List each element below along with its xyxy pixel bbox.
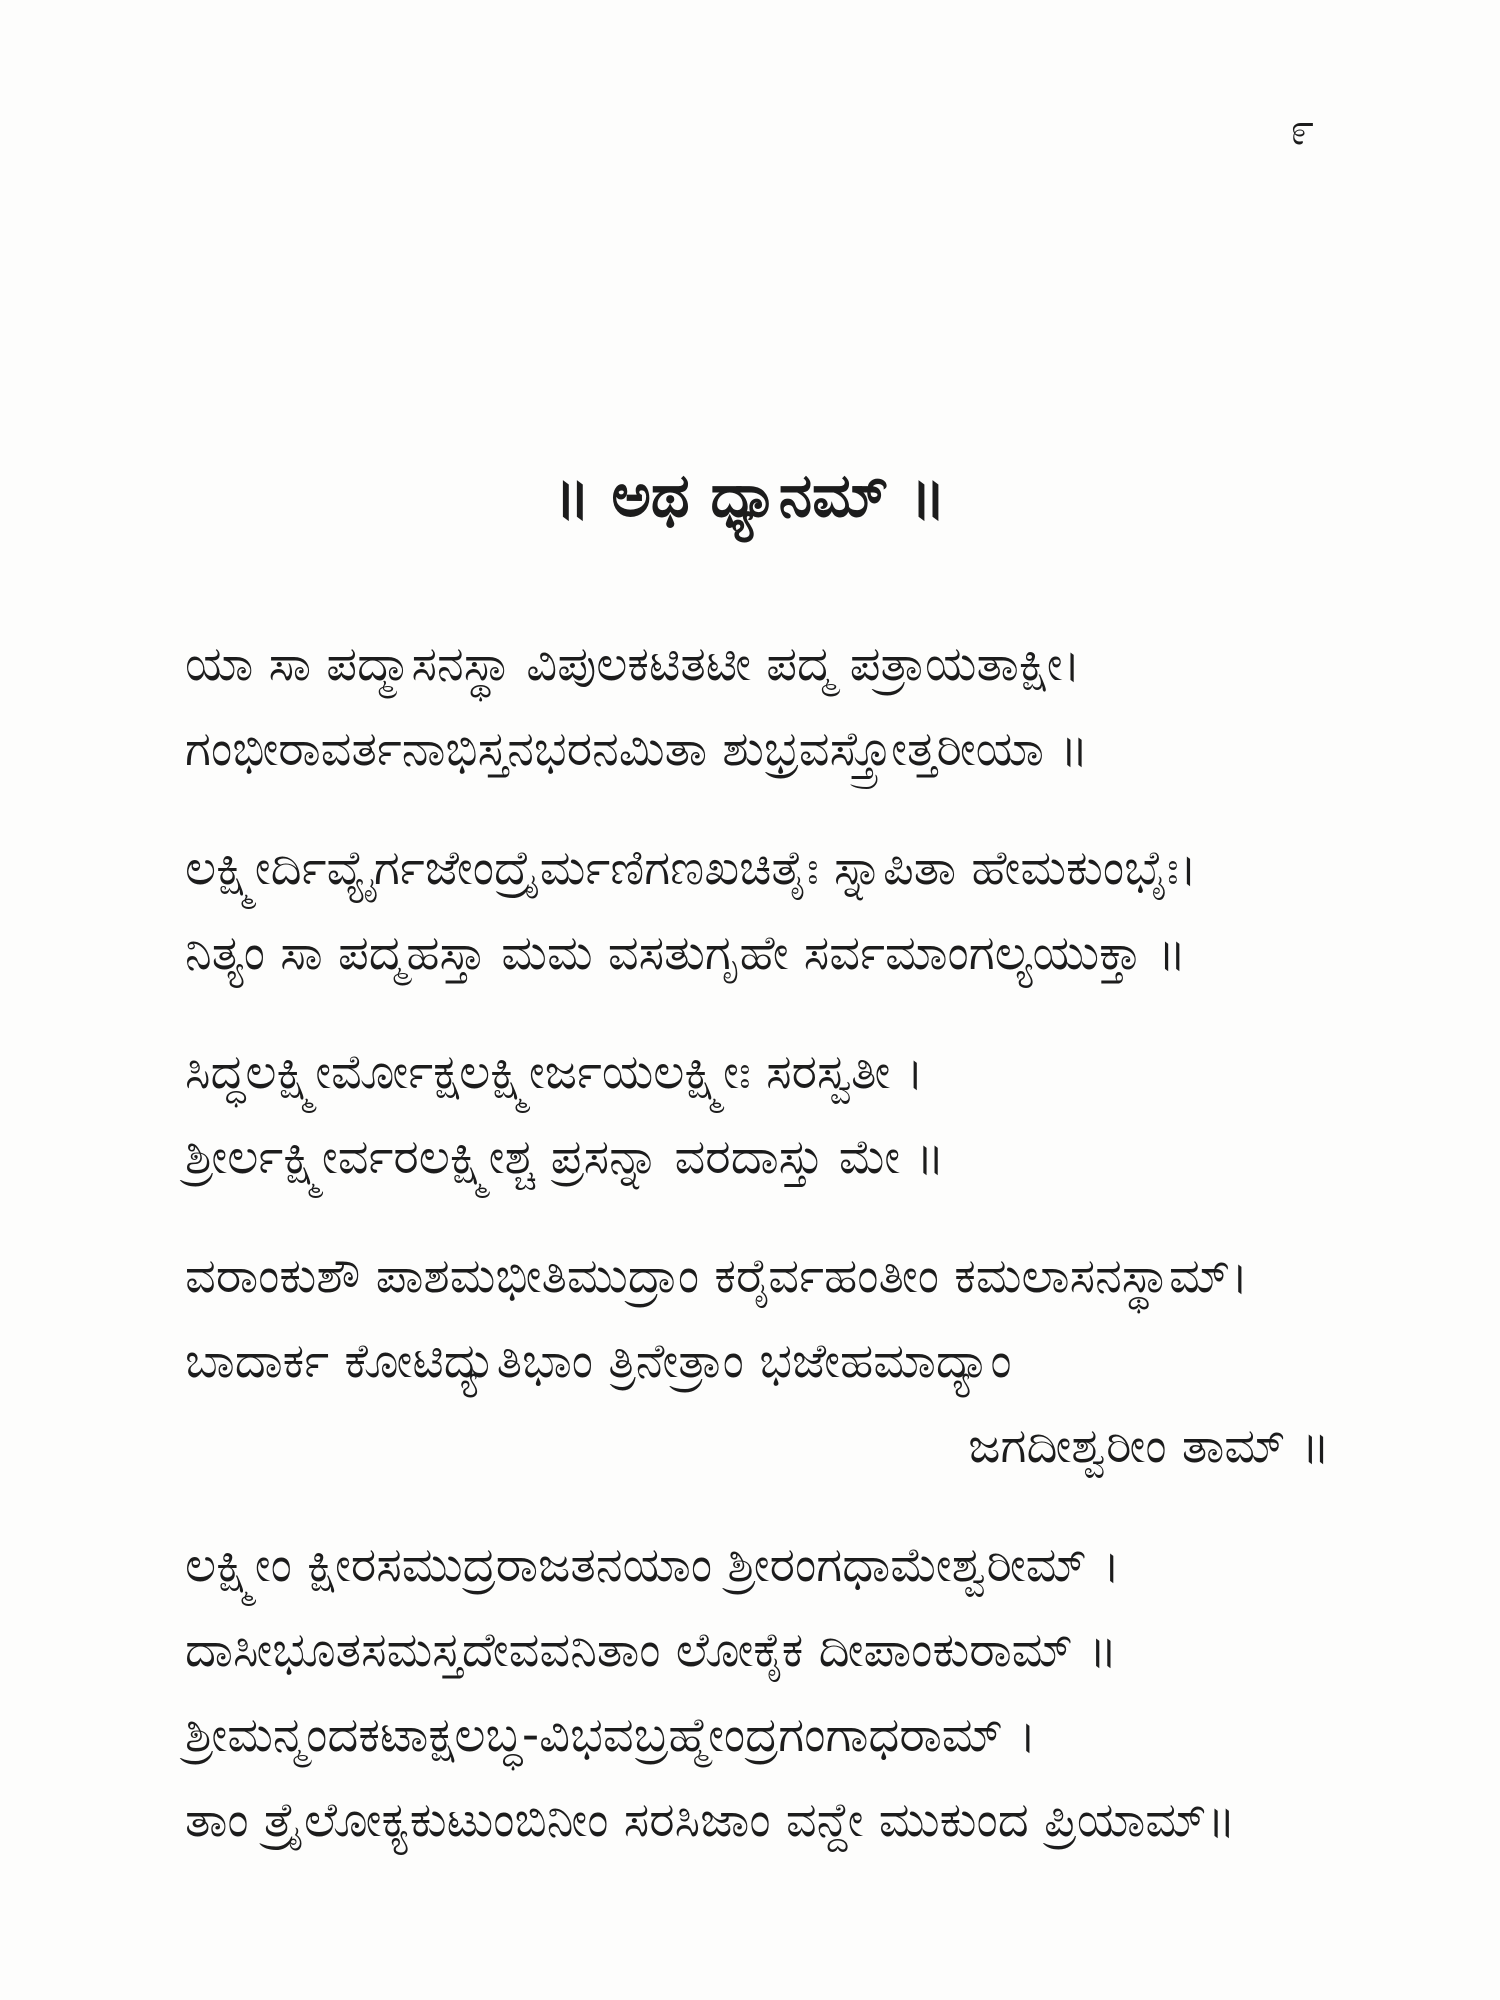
verse-line: ಸಿದ್ಧಲಕ್ಷ್ಮೀರ್ಮೋಕ್ಷಲಕ್ಷ್ಮೀರ್ಜಯಲಕ್ಷ್ಮೀಃ ಸರಸ್ವತೀ । [185,1044,924,1100]
verse-line: ಲಕ್ಷ್ಮೀರ್ದಿವ್ಯೈರ್ಗಜೇಂದ್ರೈರ್ಮಣಿಗಣಖಚಿತೈಃ ಸ್ನಾಪಿತಾ ಹೇಮಕುಂಭೈಃ। [185,840,1198,896]
verse-line: ಲಕ್ಷ್ಮೀಂ ಕ್ಷೀರಸಮುದ್ರರಾಜತನಯಾಂ ಶ್ರೀರಂಗಧಾಮೇಶ್ವರೀಮ್ । [185,1537,1121,1593]
verse-line: ಶ್ರೀಮನ್ಮಂದಕಟಾಕ್ಷಲಬ್ಧ-ವಿಭವಬ್ರಹ್ಮೇಂದ್ರಗಂಗಾಧರಾಮ್ । [185,1707,1037,1763]
verse-line: ವರಾಂಕುಶೌ ಪಾಶಮಭೀತಿಮುದ್ರಾಂ ಕರೈರ್ವಹಂತೀಂ ಕಮಲಾಸನಸ್ಥಾಮ್। [185,1248,1249,1304]
page-number: ೯ [1290,104,1315,155]
page-title: ॥ ಅಥ ಧ್ಯಾನಮ್ ॥ [553,461,947,531]
verse-line: ದಾಸೀಭೂತಸಮಸ್ತದೇವವನಿತಾಂ ಲೋಕೈಕ ದೀಪಾಂಕುರಾಮ್ ॥ [185,1622,1118,1678]
verse-line: ಗಂಭೀರಾವರ್ತನಾಭಿಸ್ತನಭರನಮಿತಾ ಶುಭ್ರವಸ್ತ್ರೋತ್ತರೀಯಾ ॥ [185,721,1089,777]
verse-line: ಜಗದೀಶ್ವರೀಂ ತಾಮ್ ॥ [968,1418,1330,1474]
verse-line: ತಾಂ ತ್ರೈಲೋಕ್ಯಕುಟುಂಬಿನೀಂ ಸರಸಿಜಾಂ ವನ್ದೇ ಮುಕುಂದ ಪ್ರಿಯಾಮ್॥ [185,1792,1236,1848]
verse-line: ಬಾದಾರ್ಕ ಕೋಟಿದ್ಯುತಿಭಾಂ ತ್ರಿನೇತ್ರಾಂ ಭಜೇಹಮಾದ್ಯಾಂ [185,1333,1012,1389]
verse-line: ಯಾ ಸಾ ಪದ್ಮಾಸನಸ್ಥಾ ವಿಪುಲಕಟಿತಟೀ ಪದ್ಮ ಪತ್ರಾಯತಾಕ್ಷೀ। [185,636,1081,692]
verse-line: ಶ್ರೀರ್ಲಕ್ಷ್ಮೀರ್ವರಲಕ್ಷ್ಮೀಶ್ಚ ಪ್ರಸನ್ನಾ ವರದಾಸ್ತು ಮೇ ॥ [185,1129,945,1185]
verse-line: ನಿತ್ಯಂ ಸಾ ಪದ್ಮಹಸ್ತಾ ಮಮ ವಸತುಗೃಹೇ ಸರ್ವಮಾಂಗಲ್ಯಯುಕ್ತಾ ॥ [185,925,1187,981]
